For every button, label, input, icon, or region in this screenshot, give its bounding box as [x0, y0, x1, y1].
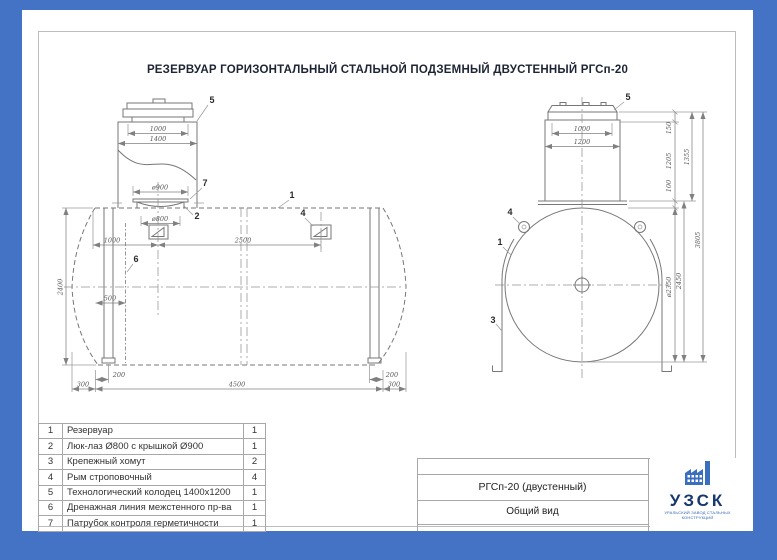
dim-cover: ø900: [151, 183, 169, 192]
part-qty: 1: [244, 439, 266, 454]
logo-text: УЗСК: [669, 491, 726, 510]
part-name: Резервуар: [63, 424, 244, 439]
dim-height: 2400: [56, 278, 65, 296]
callout-manhole: 2: [194, 211, 200, 221]
table-row: [39, 439, 266, 454]
dim-body-height: 2450: [675, 272, 683, 290]
table-row: [39, 454, 266, 469]
part-name: Люк-лаз Ø800 с крышкой Ø900: [63, 439, 244, 454]
dim-manhole-to-rym: 2500: [234, 236, 252, 245]
dim-strap-to-drain: 500: [103, 294, 117, 303]
factory-icon: [681, 461, 715, 487]
part-qty: 1: [244, 485, 266, 500]
part-number: 3: [39, 454, 63, 469]
callout-end-rym: 4: [507, 207, 513, 217]
part-qty: 1: [244, 424, 266, 439]
part-qty: 2: [244, 454, 266, 469]
callout-drain: 6: [133, 254, 139, 264]
company-logo: [650, 458, 745, 531]
callout-rym: 4: [300, 208, 306, 218]
drain-hose: [118, 150, 196, 180]
part-number: 1: [39, 424, 63, 439]
callout-end-well: 5: [625, 92, 631, 102]
end-view: [490, 92, 707, 380]
part-name: Дренажная линия межстенного пр-ва: [63, 500, 244, 515]
table-row: [39, 485, 266, 500]
dim-total-height: 3805: [694, 231, 702, 249]
table-row: [39, 470, 266, 485]
manhole-group: [133, 199, 188, 208]
end-rym-left: [519, 222, 530, 233]
part-name: Патрубок контроля герметичности: [63, 516, 244, 531]
dim-well-total: 1355: [683, 148, 691, 166]
dimensions-end: [545, 110, 707, 363]
table-row: [39, 516, 266, 531]
table-row: [39, 500, 266, 515]
parts-table: [38, 423, 266, 532]
part-number: 6: [39, 500, 63, 515]
strap-group: [102, 208, 381, 363]
part-qty: 1: [244, 516, 266, 531]
dim-manhole: ø800: [151, 215, 169, 223]
part-qty: 4: [244, 470, 266, 485]
table-row: [39, 424, 266, 439]
part-name: Технологический колодец 1400х1200: [63, 485, 244, 500]
part-number: 4: [39, 470, 63, 485]
side-view: [57, 95, 407, 392]
dim-end-right: 300: [387, 380, 401, 389]
callout-end-tank: 1: [497, 237, 503, 247]
title-block-model: РГСп-20 (двустенный): [417, 474, 648, 501]
part-name: Крепежный хомут: [63, 454, 244, 469]
tank-outline: [72, 208, 406, 365]
logo-subtitle: УРАЛЬСКИЙ ЗАВОД СТАЛЬНЫХ КОНСТРУКЦИЙ: [664, 509, 731, 521]
dim-length: 4500: [228, 380, 246, 389]
end-well-group: [538, 103, 627, 205]
rym-left: [149, 225, 168, 239]
title-block-view: Общий вид: [417, 500, 648, 525]
dim-left-to-manhole: 1000: [103, 236, 121, 245]
dim-end-well-inner: 1000: [573, 125, 591, 133]
part-number: 2: [39, 439, 63, 454]
dim-well-outer: 1400: [149, 135, 167, 143]
drawing-title: РЕЗЕРВУАР ГОРИЗОНТАЛЬНЫЙ СТАЛЬНОЙ ПОДЗЕМНЫЙ ДВУСТЕННЫЙ РГСп-20: [146, 64, 629, 76]
title-block-right-line: [648, 458, 649, 531]
dim-end-left: 300: [76, 380, 90, 389]
dim-flange: 100: [665, 179, 673, 193]
part-number: 7: [39, 516, 63, 531]
dimensions-side: [57, 124, 407, 392]
end-rym-right: [635, 222, 646, 233]
part-number: 5: [39, 485, 63, 500]
dim-foot-left: 200: [112, 371, 126, 379]
part-qty: 1: [244, 500, 266, 515]
centerlines-side: [64, 182, 404, 365]
dim-end-well-outer: 1200: [573, 138, 591, 146]
dim-diameter: ø2350: [665, 276, 673, 298]
callout-end-strap: 3: [490, 315, 496, 325]
part-name: Рым строповочный: [63, 470, 244, 485]
callout-tank: 1: [289, 190, 295, 200]
callout-nozzle: 7: [202, 178, 208, 188]
dim-well-height: 1205: [665, 152, 673, 170]
callout-well: 5: [209, 95, 215, 105]
dim-cap: 150: [665, 121, 673, 135]
dim-well-inner: 1000: [149, 125, 167, 133]
dim-foot-right: 200: [385, 371, 399, 379]
